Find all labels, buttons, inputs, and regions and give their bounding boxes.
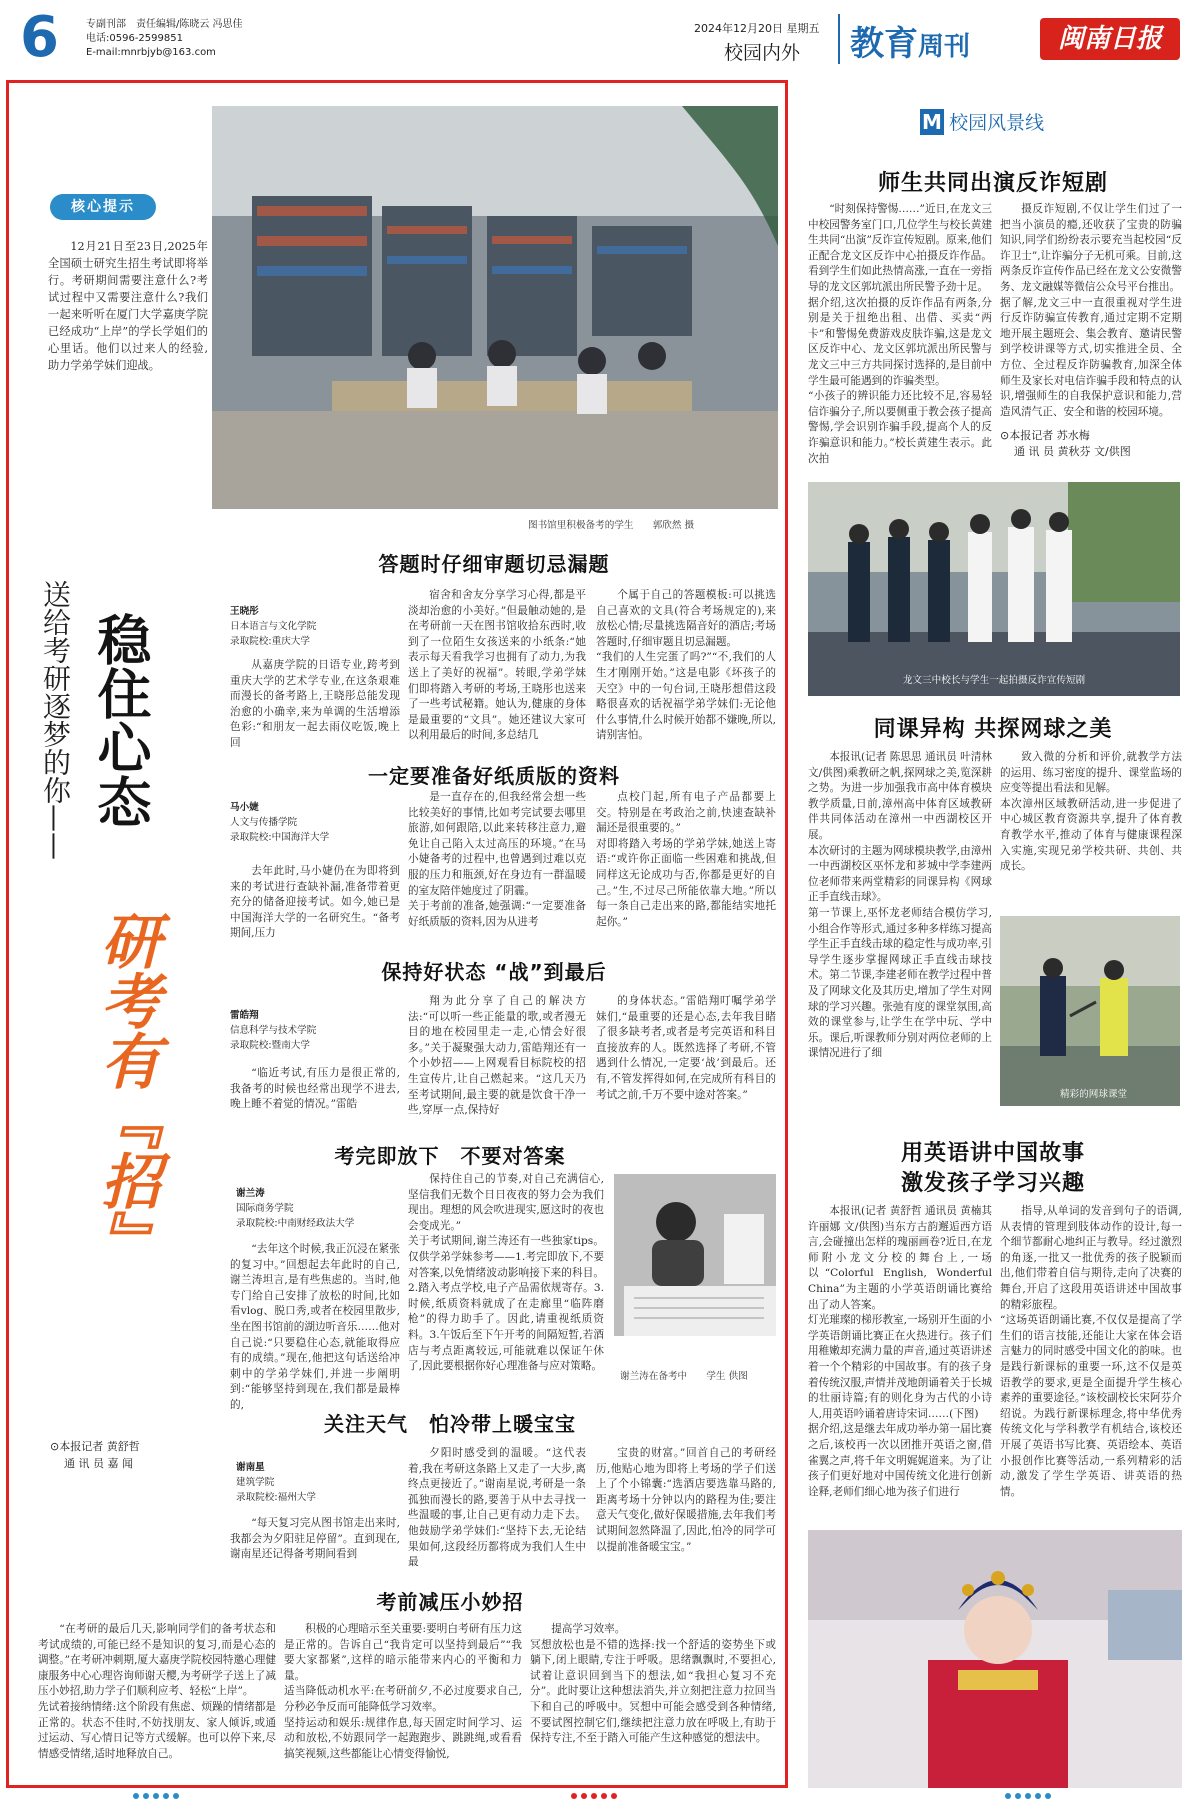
author-school: 人文与传播学院 bbox=[230, 817, 298, 828]
a1-credit-reporter: ⊙本报记者 苏水梅 bbox=[1000, 429, 1090, 442]
header-date: 2024年12月20日 星期五 bbox=[694, 22, 820, 35]
core-tip-label: 核心提示 bbox=[71, 199, 135, 215]
a3-col2 bbox=[1000, 1204, 1182, 1522]
section-label: 校园风景线 bbox=[949, 112, 1045, 134]
a3-col1-text: 本报讯(记者 黄舒哲 通讯员 黄楠其 许丽娜 文/供图)当东方古韵邂逅西方语言,会碰撞出怎样的瑰丽画卷?近日,在龙师附小龙文分校的舞台上,一场以“Colorful English, Wonderful China”为主题的小学英语朗诵比赛给出了动人答案。 灯光璀璨的梯形教室,一场别开生面的小学英语朗诵比赛正在火热进行。孩子们用稚嫩却充满力量的声音,通过英语讲述着一个个精彩的中国故事。有的孩子身着传统汉服,声情并茂地朗诵着关于长城的壮丽诗篇;有的则化身为古代的小诗人,用英语吟诵着唐诗宋词……(下图) 据介绍,这是继去年成功举办第一届比赛之后,该校再一次以团推开英语之窗,借雀翼之声,将千年文明娓娓道来。为了让孩子们更好地对中国传统文化进行创新诠释,老师们细心地为孩子们进行 bbox=[808, 1205, 992, 1498]
feature-credit-reporter: ⊙本报记者 黄舒哲 bbox=[50, 1440, 140, 1453]
anti-fraud-photo bbox=[808, 482, 1180, 696]
phone-label: 电话:0596-2599851 bbox=[86, 33, 183, 44]
s5-col2-text: 夕阳时感受到的温暖。“这代表着,我在考研这条路上又走了一大步,离终点更接近了。”谢南星说,考研是一条孤独而漫长的路,要善于从中去寻找一些温暖的事,让自己更有动力走下去。他鼓励学弟学妹们:“坚持下去,无论结果如何,这段经历都将成为我们人生中最 bbox=[408, 1447, 586, 1569]
s3-col2 bbox=[408, 994, 586, 1132]
author-school: 建筑学院 bbox=[236, 1477, 275, 1488]
author-name: 谢兰涛 bbox=[236, 1188, 265, 1199]
author-name: 谢南星 bbox=[236, 1462, 265, 1473]
author-admission: 录取院校:暨南大学 bbox=[230, 1040, 310, 1051]
s1-col3 bbox=[596, 588, 776, 770]
article-english-title-2: 激发孩子学习兴趣 bbox=[900, 1171, 1085, 1196]
side-slogan: 送给考研逐梦的你—— bbox=[39, 580, 72, 860]
student-study-photo bbox=[614, 1174, 776, 1336]
tennis-illustration bbox=[1000, 916, 1180, 1106]
section-title-let-go: 考完即放下 不要对答案 bbox=[334, 1144, 566, 1168]
library-illustration bbox=[212, 106, 778, 509]
author-name: 王晓彤 bbox=[230, 606, 259, 617]
s5-col3-text: 宝贵的财富。”回首自己的考研经历,他贴心地为即将上考场的学子们送上了个小锦囊:“选酒店要选靠马路的,距离考场十分钟以内的路程为佳;要注意天气变化,做好保暖措施,去年我们考试期间忽然降温了,因此,怕冷的同学可以提前准备暖宝宝。” bbox=[596, 1447, 776, 1553]
section-m-badge: M bbox=[920, 109, 944, 135]
header-divider bbox=[838, 14, 840, 64]
s6-col3 bbox=[530, 1622, 776, 1782]
intro-text bbox=[48, 238, 208, 374]
header-section: 校园内外 bbox=[724, 42, 801, 64]
author-admission: 录取院校:中国海洋大学 bbox=[230, 832, 330, 843]
s4-col1-text: “去年这个时候,我正沉浸在紧张的复习中。”回想起去年此时的自己,谢兰涛坦言,是有些焦虑的。当时,他专门给自己安排了放松的时间,比如看vlog、脱口秀,或者在校园里散步,坐在图书馆前的湖边听音乐……他对自己说:“只要稳住心态,就能取得应有的成绩。”现在,他把这句话送给冲刺中的学弟学妹们,并进一步阐明到:“能够坚持到现在,我们都是最棒的, bbox=[230, 1243, 400, 1411]
article-tennis-title: 同课异构 共探网球之美 bbox=[873, 717, 1113, 742]
page-number: 6 bbox=[20, 5, 59, 70]
editor-label: 责任编辑/陈晓云 冯思佳 bbox=[136, 19, 243, 30]
s5-col1 bbox=[230, 1516, 400, 1580]
intro-paragraph: 12月21日至23日,2025年全国硕士研究生招生考试即将举行。考研期间需要注意什么?考试过程中又需要注意什么?我们一起来听听在厦门大学嘉庚学院已经成功“上岸”的学长学姐们的心里话。他们以过来人的经验,助力学弟学妹们迎战。 bbox=[48, 240, 208, 372]
section-title-paper-materials: 一定要准备好纸质版的资料 bbox=[368, 764, 620, 788]
header-credits bbox=[86, 18, 243, 60]
author-xie-nanxing bbox=[236, 1460, 376, 1505]
s2-col1-text: 去年此时,马小婕仍在为即将到来的考试进行查缺补漏,准备带着更充分的储备迎接考试。如今,她已是中国海洋大学的一名研究生。“备考期间,压力 bbox=[230, 865, 400, 940]
s3-col1-text: “临近考试,有压力是很正常的,我备考的时候也经常出现学不进去,晚上睡不着觉的情况。”雷皓 bbox=[230, 1067, 400, 1111]
s3-col3-text: 的身体状态。”雷皓翔叮嘱学弟学妹们,“最重要的还是心态,去年我目睹了很多缺考者,或者是考完英语和科目直接放弃的人。既然选择了考研,不管遇到什么情况,一定要‘战’到最后。还有,不管发挥得如何,在完成所有科目的考试之前,千万不要中途对答案。” bbox=[596, 995, 776, 1101]
s2-col3 bbox=[596, 790, 776, 960]
section-title-exam-care: 答题时仔细审题切忌漏题 bbox=[378, 552, 610, 576]
tennis-caption: 精彩的网球课堂 bbox=[1060, 1089, 1128, 1100]
section-title-keep-state: 保持好状态 “战”到最后 bbox=[381, 960, 607, 984]
a2-col1 bbox=[808, 750, 992, 1108]
a3-col1 bbox=[808, 1204, 992, 1522]
author-admission: 录取院校:重庆大学 bbox=[230, 636, 310, 647]
s6-col3-text: 提高学习效率。 冥想放松也是不错的选择:找一个舒适的姿势坐下或躺下,闭上眼睛,专注于呼吸。思绪飘飘时,不要担心,试着让意识回到当下的想法,如“我担心复习不充分”。此时要让这种想法消失,并立刻把注意力拉回当下和自己的呼吸中。冥想中可能会感受到各种情绪,不要试图控制它们,继续把注意力放在呼吸上,有助于保持专注,不至于踏入可能产生这种感觉的想法中。 bbox=[530, 1623, 776, 1745]
big-title-steady: 稳住心态 bbox=[89, 612, 152, 828]
a2-col2-text: 致入微的分析和评价,就教学方法的运用、练习密度的提升、课堂监场的应变等提出看法和见解。 本次漳州区域教研活动,进一步促进了中心城区教育资源共享,提升了体育教育教学水平,推动了体育与健康课程深入实施,实现兄弟学校共研、共创、共成长。 bbox=[1000, 751, 1182, 873]
s1-col1-text: 从嘉庚学院的日语专业,跨考到重庆大学的艺术学专业,在这条艰难而漫长的备考路上,王晓彤总能发现治愈的小确幸,来为单调的生活增添色彩:“和朋友一起去雨仪吃饭,晚上回 bbox=[230, 659, 400, 749]
s2-col2-text: 是一直存在的,但我经常会想一些比较美好的事情,比如考完试要去哪里旅游,如何跟陪,以此来转移注意力,避免让自己陷入太过高压的环境。”在马小婕备考的过程中,也曾遇到过难以克服的压力和瓶颈,好在身边有一群温暖的室友陪伴她度过了阴霾。 关于考前的准备,她强调:“一定要准备好纸质版的资料,因为从进考 bbox=[408, 791, 586, 928]
footer-decoration bbox=[0, 1786, 1200, 1796]
feature-credit bbox=[50, 1438, 140, 1472]
author-wang bbox=[230, 604, 370, 649]
dept-label: 专副刊部 bbox=[86, 19, 126, 30]
feature-credit-correspondent: 通 讯 员 嘉 闻 bbox=[64, 1457, 133, 1470]
a1-col2-text: 摄反诈短剧,不仅让学生们过了一把当小演员的瘾,还收获了宝贵的防骗知识,同学们纷纷表示要充当起校园“反诈卫士”,让诈骗分子无机可乘。目前,这两条反诈宣传作品已经在龙文公安微警务、龙文融媒等微信公众号平台推出。 据了解,龙文三中一直很重视对学生进行反诈防骗宣传教育,通过定期不定期地开展主题班会、集会教育、邀请民警到学校讲课等方式,切实推进全员、全方位、全过程反诈防骗教育,加深全体师生及家长对电信诈骗手段和特点的认识,增强师生的自我保护意识和能力,营造风清气正、安全和谐的校园环境。 bbox=[1000, 203, 1182, 418]
library-photo bbox=[212, 106, 778, 509]
page-header bbox=[0, 0, 1200, 74]
author-admission: 录取院校:中南财经政法大学 bbox=[236, 1218, 355, 1229]
s4-col2 bbox=[408, 1172, 604, 1384]
s6-col2 bbox=[284, 1622, 522, 1782]
s6-col1 bbox=[38, 1622, 276, 1782]
s2-col2 bbox=[408, 790, 586, 960]
s1-col2 bbox=[408, 588, 586, 770]
opera-illustration bbox=[808, 1530, 1182, 1788]
a3-col2-text: 指导,从单词的发音到句子的语调,从表情的管理到肢体动作的设计,每一个细节都耐心地纠正与教导。经过激烈的角逐,一批又一批优秀的孩子脱颖而出,他们带着自信与期待,走向了决赛的舞台,开启了这段用英语讲述中国故事的精彩旅程。 “这场英语朗诵比赛,不仅仅是提高了学生们的语言技能,还能让大家在体会语言魅力的同时感受中国文化的韵味。也是践行新课标的重要一环,这不仅是英语教学的要求,更是全面提升学生核心素养的重要途径。”该校副校长宋阿芬介绍说。为践行新课标理念,将中华优秀传统文化与学科教学有机结合,该校还开展了英语书写比赛、英语绘本、英语小报创作比赛等活动,一系列精彩的活动,激发了学生学英语、讲英语的热情。 bbox=[1000, 1205, 1182, 1498]
email-label: E-mail:mnrbjyb@163.com bbox=[86, 47, 216, 58]
big-title-tips: 研考有『招』 bbox=[91, 910, 161, 1270]
title-weekly: 周刊 bbox=[918, 32, 971, 62]
s3-col2-text: 翔为此分享了自己的解决方法:“可以听一些正能量的歌,或者漫无目的地在校园里走一走,心情会好很多。”关于凝聚强大动力,雷皓翔还有一个小妙招——上网观看目标院校的招生宣传片,让自己燃起来。“这几天乃至考试期间,最主要的就是饮食干净一些,穿厚一点,保持好 bbox=[408, 995, 586, 1117]
s4-col1 bbox=[230, 1242, 400, 1411]
a1-col1-text: “时刻保持警惕……”近日,在龙文三中校园警务室门口,几位学生与校长黄建生共同“出演”反诈宣传短剧。原来,他们正配合龙文区反诈中心拍摄反诈作品。看到学生们如此热情高涨,一直在一旁指导的龙文区郭坑派出所民警予劲十足。 据介绍,这次拍摄的反诈作品有两条,分别是关于扭绝出租、出借、买卖“两卡”和警惕免费游戏皮肤诈骗,这是龙文区反诈中心、龙文区郭坑派出所民警与龙文三中三方共同探讨选择的,是目前中学生最可能遇到的诈骗类型。 “小孩子的辨识能力还比较不足,容易轻信诈骗分子,所以要侧重于教会孩子提高警惕,学会识别诈骗手段,提高个人的反诈骗意识和能力。”校长黄建生表示。此次拍 bbox=[808, 203, 992, 465]
s1-col1 bbox=[230, 658, 400, 768]
masthead-text: 闽南日报 bbox=[1057, 24, 1162, 54]
author-school: 日本语言与文化学院 bbox=[230, 621, 317, 632]
author-admission: 录取院校:福州大学 bbox=[236, 1492, 316, 1503]
opera-photo bbox=[808, 1530, 1182, 1788]
header-title bbox=[850, 16, 970, 65]
s3-col3 bbox=[596, 994, 776, 1132]
student-study-illustration bbox=[614, 1174, 776, 1336]
author-name: 马小婕 bbox=[230, 802, 259, 813]
a1-credit bbox=[1000, 428, 1131, 460]
author-school: 信息科学与技术学院 bbox=[230, 1025, 317, 1036]
s2-col1 bbox=[230, 864, 400, 958]
anti-fraud-caption: 龙文三中校长与学生一起拍摄反诈宣传短剧 bbox=[902, 675, 1086, 686]
section-title-weather: 关注天气 怕冷带上暖宝宝 bbox=[324, 1412, 576, 1436]
s1-col3-text: 个属于自己的答题模板:可以挑选自己喜欢的文具(符合考场规定的),来放松心情;尽量挑选隔音好的酒店;考场答题时,仔细审题且切忌漏题。 “我们的人生完蛋了吗?”“不,我们的人生才刚刚开始。”这是电影《坏孩子的天空》中的一句台词,王晓彤想借这段略很喜欢的话祝福学弟学妹们:无论他什么事情,什么时候开始都不嫌晚,所以,请别害怕。 bbox=[596, 589, 776, 742]
s1-col2-text: 宿舍和舍友分享学习心得,都是平淡却治愈的小美好。”但最触动她的,是在考研前一天在图书馆收拾东西时,收到了一位陌生女孩送来的小纸条:“她表示每天看我学习也拥有了动力,为我送上了美好的祝福”。转眼,学弟学妹们即将踏入考研的考场,王晓彤也送来了一些考试秘籍。她认为,健康的身体是最重要的“文具”。她还建议大家可以利用最后的时间,多总结几 bbox=[408, 589, 586, 742]
core-tip-badge bbox=[50, 194, 156, 220]
s3-col1 bbox=[230, 1066, 400, 1130]
article-english-title-1: 用英语讲中国故事 bbox=[900, 1141, 1085, 1166]
section-header bbox=[920, 108, 1044, 136]
author-name: 雷皓翔 bbox=[230, 1010, 259, 1021]
author-ma bbox=[230, 800, 370, 845]
a1-col1 bbox=[808, 202, 992, 464]
author-school: 国际商务学院 bbox=[236, 1203, 294, 1214]
masthead-logo bbox=[1040, 18, 1180, 60]
a1-credit-correspondent: 通 讯 员 黄秋芬 文/供图 bbox=[1014, 445, 1131, 458]
library-photo-caption: 图书馆里积极备考的学生 郭欣然 摄 bbox=[528, 520, 695, 531]
student-study-caption: 谢兰涛在备考中 学生 供图 bbox=[620, 1371, 748, 1382]
s6-col1-text: “在考研的最后几天,影响同学们的备考状态和考试成绩的,可能已经不是知识的复习,而是心态的调整。”在考研冲刺期,厦大嘉庚学院校园特邀心理健康服务中心心理咨询师谢天樱,为考研学子送上了减压小妙招,助力学子们顺利应考、轻松“上岸”。 先试着接纳情绪:这个阶段有焦虑、烦躁的情绪都是正常的。状态不佳时,不妨找朋友、家人倾诉,或通过运动、写心情日记等方式缓解。也可以停下来,尽情感受情绪,适时地释放自己。 bbox=[38, 1623, 276, 1760]
a1-col2 bbox=[1000, 202, 1182, 424]
author-xie-lantao bbox=[236, 1186, 396, 1231]
anti-fraud-illustration bbox=[808, 482, 1180, 696]
s5-col1-text: “每天复习完从图书馆走出来时,我都会为夕阳驻足停留”。直到现在,谢南星还记得备考期间看到 bbox=[230, 1517, 400, 1561]
title-edu: 教育 bbox=[850, 24, 918, 64]
footer-dots-icon bbox=[0, 1791, 1200, 1801]
tennis-photo bbox=[1000, 916, 1180, 1106]
author-lei bbox=[230, 1008, 370, 1053]
section-title-stress-relief: 考前减压小妙招 bbox=[376, 1590, 524, 1614]
a2-col1-text: 本报讯(记者 陈思思 通讯员 叶清林 文/供图)乘教研之帆,探网球之美,览深耕之势。为进一步加强我市高中体育模块教学质量,日前,漳州高中体育区域教研伴共同体活动在漳州一中西湖校区开展。 本次研讨的主题为网球模块教学,由漳州一中西湖校区巫怀龙和芗城中学李建两位老师带来两堂精彩的同课异构《网球正手直线击球》。 第一节课上,巫怀龙老师结合模仿学习,小组合作等形式,通过多种多样练习提高学生正手直线击球的稳定性与成功率,引导学生逐步掌握网球正手直线击球技术。第二节课,李建老师在教学过程中普及了网球文化及其历史,增加了学生对网球的学习兴趣。张弛有度的课堂氛围,高效的课堂参与,让学生在学中玩、学中乐。课后,听课教师分别对两位老师的上课情况进行了细 bbox=[808, 751, 992, 1060]
s4-col2-text: 保持住自己的节奏,对自己充满信心,坚信我们无数个日日夜夜的努力会为我们现出。理想的风会吹进现实,愿这时的夜也会变成光。” 关于考试期间,谢兰涛还有一些独家tips。仅供学弟学妹参考——1.考完即放下,不要对答案,以免情绪波动影响接下来的科目。2.踏入考点学校,电子产品需依规寄存。3.时候,纸质资料就成了在走廊里“临阵磨枪”的得力助手了。因此,请重视纸质资料。3.午饭后至下午开考的间隔短暂,若酒店与考点距离较远,可能就难以保证午休了,因此要根据你好心理准备与应对策略。 bbox=[408, 1173, 604, 1373]
s5-col3 bbox=[596, 1446, 776, 1580]
s2-col3-text: 点校门起,所有电子产品都要上交。特别是在考政治之前,快速查缺补漏还是很重要的。” 对即将踏入考场的学弟学妹,她送上寄语:“或许你正面临一些困难和挑战,但同样这无论成功与否,你都是更好的自己。”生,不过尽己所能依靠大地。”所以每一条自己走出来的路,都能结实地托起你。” bbox=[596, 791, 776, 928]
article-anti-fraud-title: 师生共同出演反诈短剧 bbox=[877, 171, 1108, 196]
s5-col2 bbox=[408, 1446, 586, 1580]
s6-col2-text: 积极的心理暗示至关重要:要明白考研有压力这是正常的。告诉自己“我肯定可以坚持到最后”“我要大家都紧”,这样的暗示能带来内心的平衡和力量。 适当降低动机水平:在考研前夕,不必过度要求自己,分秒必争反而可能降低学习效率。 坚持运动和娱乐:规律作息,每天固定时间学习、运动和放松,不妨跟同学一起跑跑步、跳跳绳,或看看搞笑视频,这些都能让心情变得愉悦, bbox=[284, 1623, 522, 1760]
a2-col2 bbox=[1000, 750, 1182, 910]
